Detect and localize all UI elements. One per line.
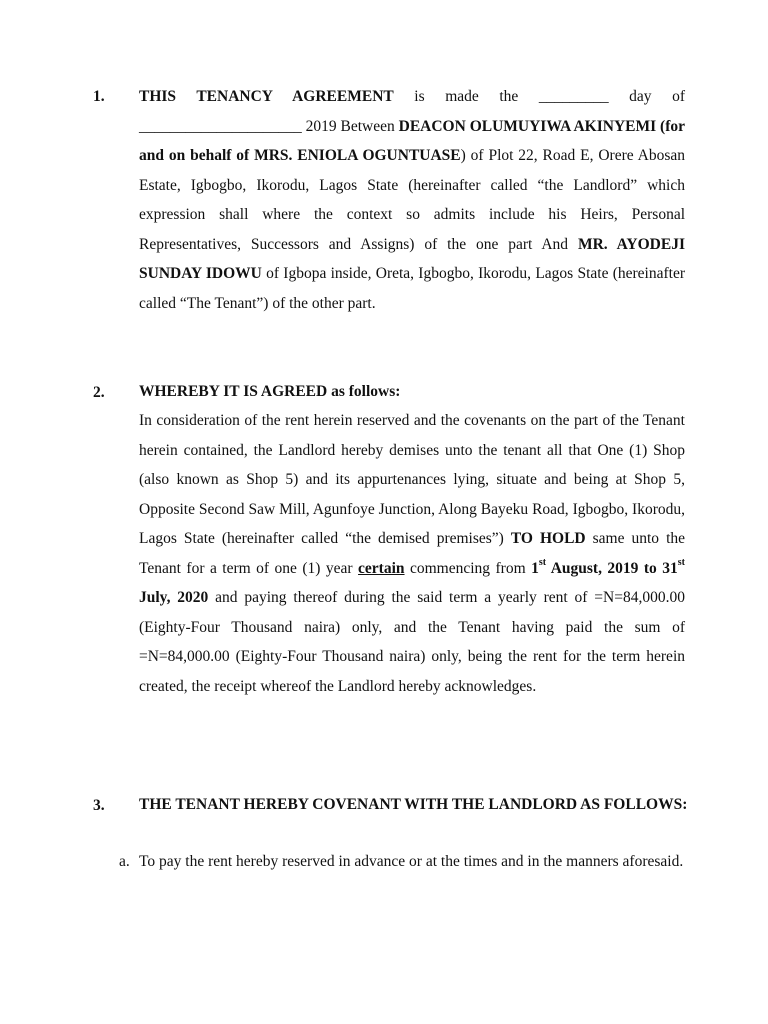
start-month: August, 2019 to 31: [546, 559, 678, 577]
item-a-letter: a.: [119, 853, 130, 870]
clause-2-text: and paying thereof during the said term a yearly rent of =N=84,000.00 (Eighty-Four Thousand naira) only, and the Tenant having paid the sum of =N=84,000.00 (Eighty-Four Thousand naira) only, being the rent for the term herein created, the receipt whereof the Landlord hereby acknowledges.: [139, 589, 685, 695]
clause-2-number: 2.: [93, 384, 105, 401]
clause-2-text: same unto the Tenant for a term of one (1) year: [139, 530, 685, 577]
start-day-suffix: st: [538, 557, 547, 569]
day-blank: _________: [538, 88, 609, 105]
month-blank: _____________________: [139, 117, 302, 135]
clause-3-number: 3.: [93, 797, 105, 814]
landlord-name: DEACON OLUMUYIWA AKINYEMI (for and on behalf of MRS. ENIOLA OGUNTUASE: [139, 117, 685, 164]
certain-label: certain: [358, 559, 405, 577]
end-month: July, 2020: [139, 589, 209, 606]
start-day: 1: [531, 559, 539, 577]
clause-2-heading-text: WHEREBY IT IS AGREED as follows:: [139, 383, 401, 400]
clause-2-paragraph: [139, 406, 685, 701]
clause-1-title: THIS TENANCY AGREEMENT: [139, 88, 394, 105]
tenant-name: MR. AYODEJI SUNDAY IDOWU: [139, 235, 685, 282]
clause-1-text: 2019 Between: [301, 117, 399, 135]
clause-1-paragraph: [139, 82, 685, 318]
clause-3-heading-text: THE TENANT HEREBY COVENANT WITH THE LANDLORD AS FOLLOWS:: [139, 796, 688, 813]
clause-2-heading: [139, 377, 685, 407]
clause-1-text: day of: [608, 88, 685, 105]
end-day-suffix: st: [677, 557, 685, 569]
clause-2-text: In consideration of the rent herein reserved and the covenants on the part of the Tenant herein contained, the Landlord hereby demises unto the tenant all that One (1) Shop (also known as Shop 5) and its appurtenances lying, situate and being at Shop 5, Opposite Second Saw Mill, Agunfoye Junction, Along Bayeku Road, Igbogbo, Ikorodu, Lagos State (hereinafter called “the demised premises”): [139, 412, 685, 547]
item-a-text: To pay the rent hereby reserved in advance or at the times and in the manners aforesaid.: [139, 853, 684, 870]
clause-1-text: of Igbopa inside, Oreta, Igbogbo, Ikorodu, Lagos State (hereinafter called “The Tenant”) of the other part.: [139, 265, 685, 312]
clause-1-text: is made the: [393, 88, 539, 105]
clause-3-heading: [139, 790, 699, 820]
clause-2-text: commencing from: [404, 559, 532, 577]
clause-1-text: ) of Plot 22, Road E, Orere Abosan Estate, Igbogbo, Ikorodu, Lagos State (hereinafter called “the Landlord” which expression shall where the context so admits include his Heirs, Personal Representatives, Successors and Assigns) of the one part And: [139, 147, 685, 253]
clause-1-number: 1.: [93, 88, 105, 105]
to-hold-label: TO HOLD: [510, 530, 586, 547]
